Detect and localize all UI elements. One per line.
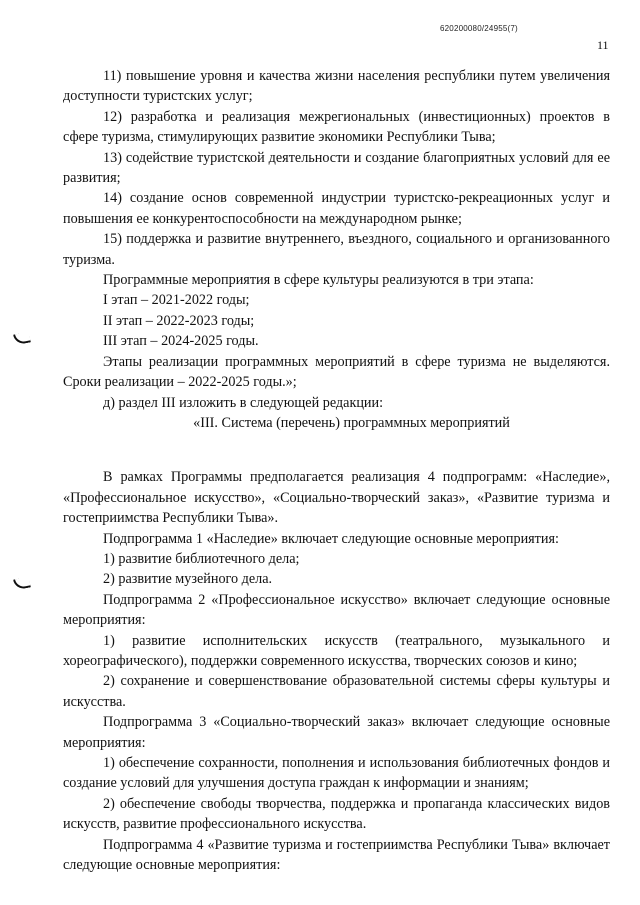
list-item: 14) создание основ современной индустрии туристско-рекреационных услуг и повышения ее конкурентоспособности на международном рынке; [63, 190, 610, 227]
list-item: 15) поддержка и развитие внутреннего, въездного, социального и организованного туризма. [63, 231, 610, 268]
paragraph: В рамках Программы предполагается реализация 4 подпрограмм: «Наследие», «Профессиональное искусство», «Социально-творческий заказ», «Развитие туризма и гостеприимства Республики Тыва». [63, 469, 610, 527]
list-item: 2) сохранение и совершенствование образовательной системы сферы культуры и искусства. [63, 673, 610, 710]
list-item: 1) развитие библиотечного дела; [103, 550, 300, 567]
stage-item: II этап – 2022-2023 годы; [103, 312, 255, 329]
paragraph: Подпрограмма 1 «Наследие» включает следующие основные мероприятия: [103, 530, 559, 547]
list-item: 13) содействие туристской деятельности и создание благоприятных условий для ее развития; [63, 149, 610, 187]
list-item: 1) обеспечение сохранности, пополнения и использования библиотечных фондов и создание условий для улучшения доступа граждан к информации и знаниям; [63, 755, 610, 792]
list-item: 1) развитие исполнительских искусств (театрального, музыкального и хореографического), поддержки современного искусства, творческих союзов и кино; [63, 632, 610, 669]
stage-item: I этап – 2021-2022 годы; [103, 292, 250, 309]
list-item: 2) развитие музейного дела. [103, 571, 273, 588]
list-item: 11) повышение уровня и качества жизни населения республики путем увеличения доступности туристских услуг; [63, 68, 610, 105]
stages-intro: Программные мероприятия в сфере культуры реализуются в три этапа: [103, 272, 534, 289]
document-body [63, 66, 610, 875]
document-id: 620200080/24955(7) [440, 24, 518, 33]
list-item: 2) обеспечение свободы творчества, поддержка и пропаганда классических видов искусств, развитие профессионального искусства. [63, 795, 610, 833]
section-heading: «III. Система (перечень) программных мероприятий [193, 414, 510, 431]
amendment-line: д) раздел III изложить в следующей редакции: [103, 394, 384, 411]
margin-mark [13, 576, 31, 590]
paragraph: Подпрограмма 4 «Развитие туризма и гостеприимства Республики Тыва» включает следующие основные мероприятия: [63, 836, 610, 874]
margin-mark [13, 331, 31, 345]
tourism-stages-note: Этапы реализации программных мероприятий в сфере туризма не выделяются. Сроки реализации – 2022-2025 годы.»; [63, 353, 610, 391]
stage-item: III этап – 2024-2025 годы. [103, 333, 259, 350]
page-number: 11 [597, 38, 609, 52]
paragraph: Подпрограмма 3 «Социально-творческий заказ» включает следующие основные мероприятия: [63, 714, 610, 751]
paragraph: Подпрограмма 2 «Профессиональное искусство» включает следующие основные мероприятия: [63, 591, 610, 629]
spacer [63, 433, 610, 467]
list-item: 12) разработка и реализация межрегиональных (инвестиционных) проектов в сфере туризма, стимулирующих развитие экономики Республики Тыва; [63, 108, 610, 146]
